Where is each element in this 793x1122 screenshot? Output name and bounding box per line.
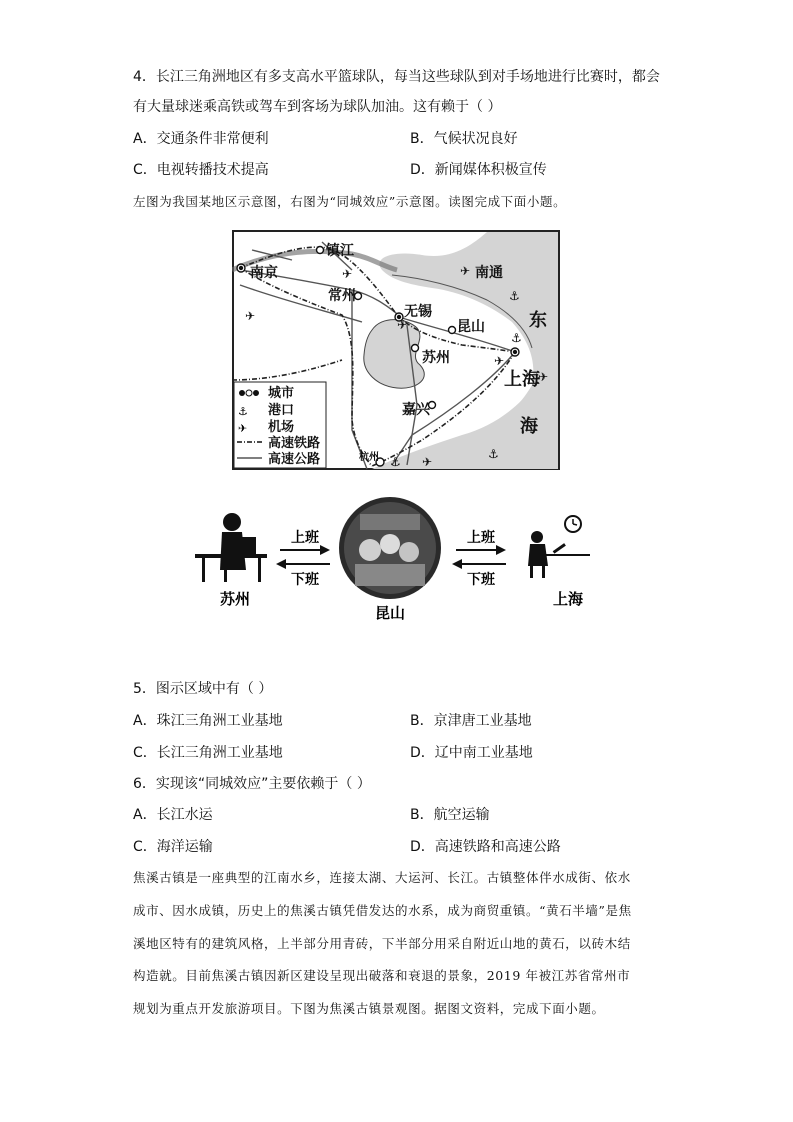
q5-option-a: A．珠江三角洲工业基地	[133, 713, 283, 729]
city-wuxi: 无锡	[404, 304, 432, 320]
city-changzhou: 常州	[328, 288, 356, 304]
legend-port: 港口	[268, 403, 295, 418]
q4-option-a: A．交通条件非常便利	[133, 131, 269, 147]
passage-line: 构造就。目前焦溪古镇因新区建设呈现出破落和衰退的景象，2019 年被江苏省常州市	[133, 968, 631, 983]
city-hangzhou: 杭州	[359, 452, 379, 463]
q5-stem: 5．图示区域中有（ ）	[133, 681, 273, 697]
q5-option-c: C．长江三角洲工业基地	[133, 745, 283, 761]
arrow-label-to-work-right: 上班	[467, 530, 495, 546]
q4-stem-line1: 4．长江三角洲地区有多支高水平篮球队，每当这些球队到对手场地进行比赛时，都会	[133, 69, 660, 85]
same-city-effect-diagram	[190, 492, 600, 627]
airport-icon: ✈	[245, 309, 256, 323]
airport-icon: ✈	[238, 422, 248, 435]
sea-label-hai: 海	[520, 416, 538, 437]
legend-expressway: 高速公路	[268, 452, 321, 467]
city-nantong: 南通	[475, 265, 503, 281]
city-kunshan: 昆山	[457, 319, 485, 335]
passage-line: 规划为重点开发旅游项目。下图为焦溪古镇景观图。据图文资料，完成下面小题。	[133, 1001, 605, 1016]
anchor-icon: ⚓	[238, 405, 248, 418]
airport-icon: ✈	[460, 264, 471, 278]
arrow-label-off-work-left: 下班	[291, 572, 319, 588]
map-intro: 左图为我国某地区示意图，右图为“同城效应”示意图。读图完成下面小题。	[133, 194, 567, 209]
passage-line: 成市、因水成镇，历史上的焦溪古镇凭借发达的水系，成为商贸重镇。“黄石半墙”是焦	[133, 903, 632, 918]
anchor-icon: ⚓	[488, 447, 499, 461]
airport-icon: ✈	[397, 318, 408, 332]
label-suzhou: 苏州	[220, 590, 251, 608]
q4-option-d: D．新闻媒体积极宣传	[410, 162, 547, 178]
q6-option-a: A．长江水运	[133, 807, 213, 823]
anchor-icon: ⚓	[390, 455, 401, 469]
city-nanjing: 南京	[250, 265, 278, 281]
office-worker-right-icon	[528, 516, 590, 578]
map-legend	[234, 382, 326, 468]
passage-line: 焦溪古镇是一座典型的江南水乡，连接太湖、大运河、长江。古镇整体伴水成街、依水	[133, 870, 631, 885]
label-kunshan: 昆山	[375, 604, 406, 622]
q6-option-c: C．海洋运输	[133, 839, 213, 855]
commute-arrows-right	[452, 545, 506, 569]
region-map	[232, 230, 560, 470]
anchor-icon: ⚓	[509, 289, 520, 303]
airport-icon: ✈	[494, 354, 505, 368]
city-zhenjiang: 镇江	[326, 243, 354, 259]
passage-line: 溪地区特有的建筑风格，上半部分用青砖，下半部分用采自附近山地的黄石，以砖木结	[133, 936, 631, 951]
label-shanghai: 上海	[553, 590, 584, 608]
commute-arrows-left	[276, 545, 330, 569]
family-photo	[339, 497, 441, 599]
airport-icon: ✈	[342, 267, 353, 281]
city-suzhou: 苏州	[422, 350, 450, 366]
q5-option-b: B．京津唐工业基地	[410, 713, 532, 729]
q4-option-b: B．气候状况良好	[410, 131, 518, 147]
sea-label-dong: 东	[529, 310, 547, 331]
q6-stem: 6．实现该“同城效应”主要依赖于（ ）	[133, 776, 371, 792]
q4-option-c: C．电视转播技术提高	[133, 162, 269, 178]
airport-icon: ✈	[422, 455, 433, 469]
legend-airport: 机场	[268, 420, 295, 435]
arrow-label-to-work-left: 上班	[291, 530, 319, 546]
anchor-icon: ⚓	[511, 331, 522, 345]
arrow-label-off-work-right: 下班	[467, 572, 495, 588]
q6-option-b: B．航空运输	[410, 807, 490, 823]
city-jiaxing: 嘉兴	[402, 402, 430, 418]
q5-option-d: D．辽中南工业基地	[410, 745, 533, 761]
airport-icon: ✈	[538, 370, 549, 384]
office-worker-left-icon	[195, 513, 267, 582]
city-shanghai: 上海	[504, 369, 540, 390]
q4-stem-line2: 有大量球迷乘高铁或驾车到客场为球队加油。这有赖于（ ）	[133, 99, 502, 115]
q6-option-d: D．高速铁路和高速公路	[410, 839, 561, 855]
legend-city: 城市	[268, 386, 295, 401]
legend-high-speed-rail: 高速铁路	[268, 436, 321, 451]
